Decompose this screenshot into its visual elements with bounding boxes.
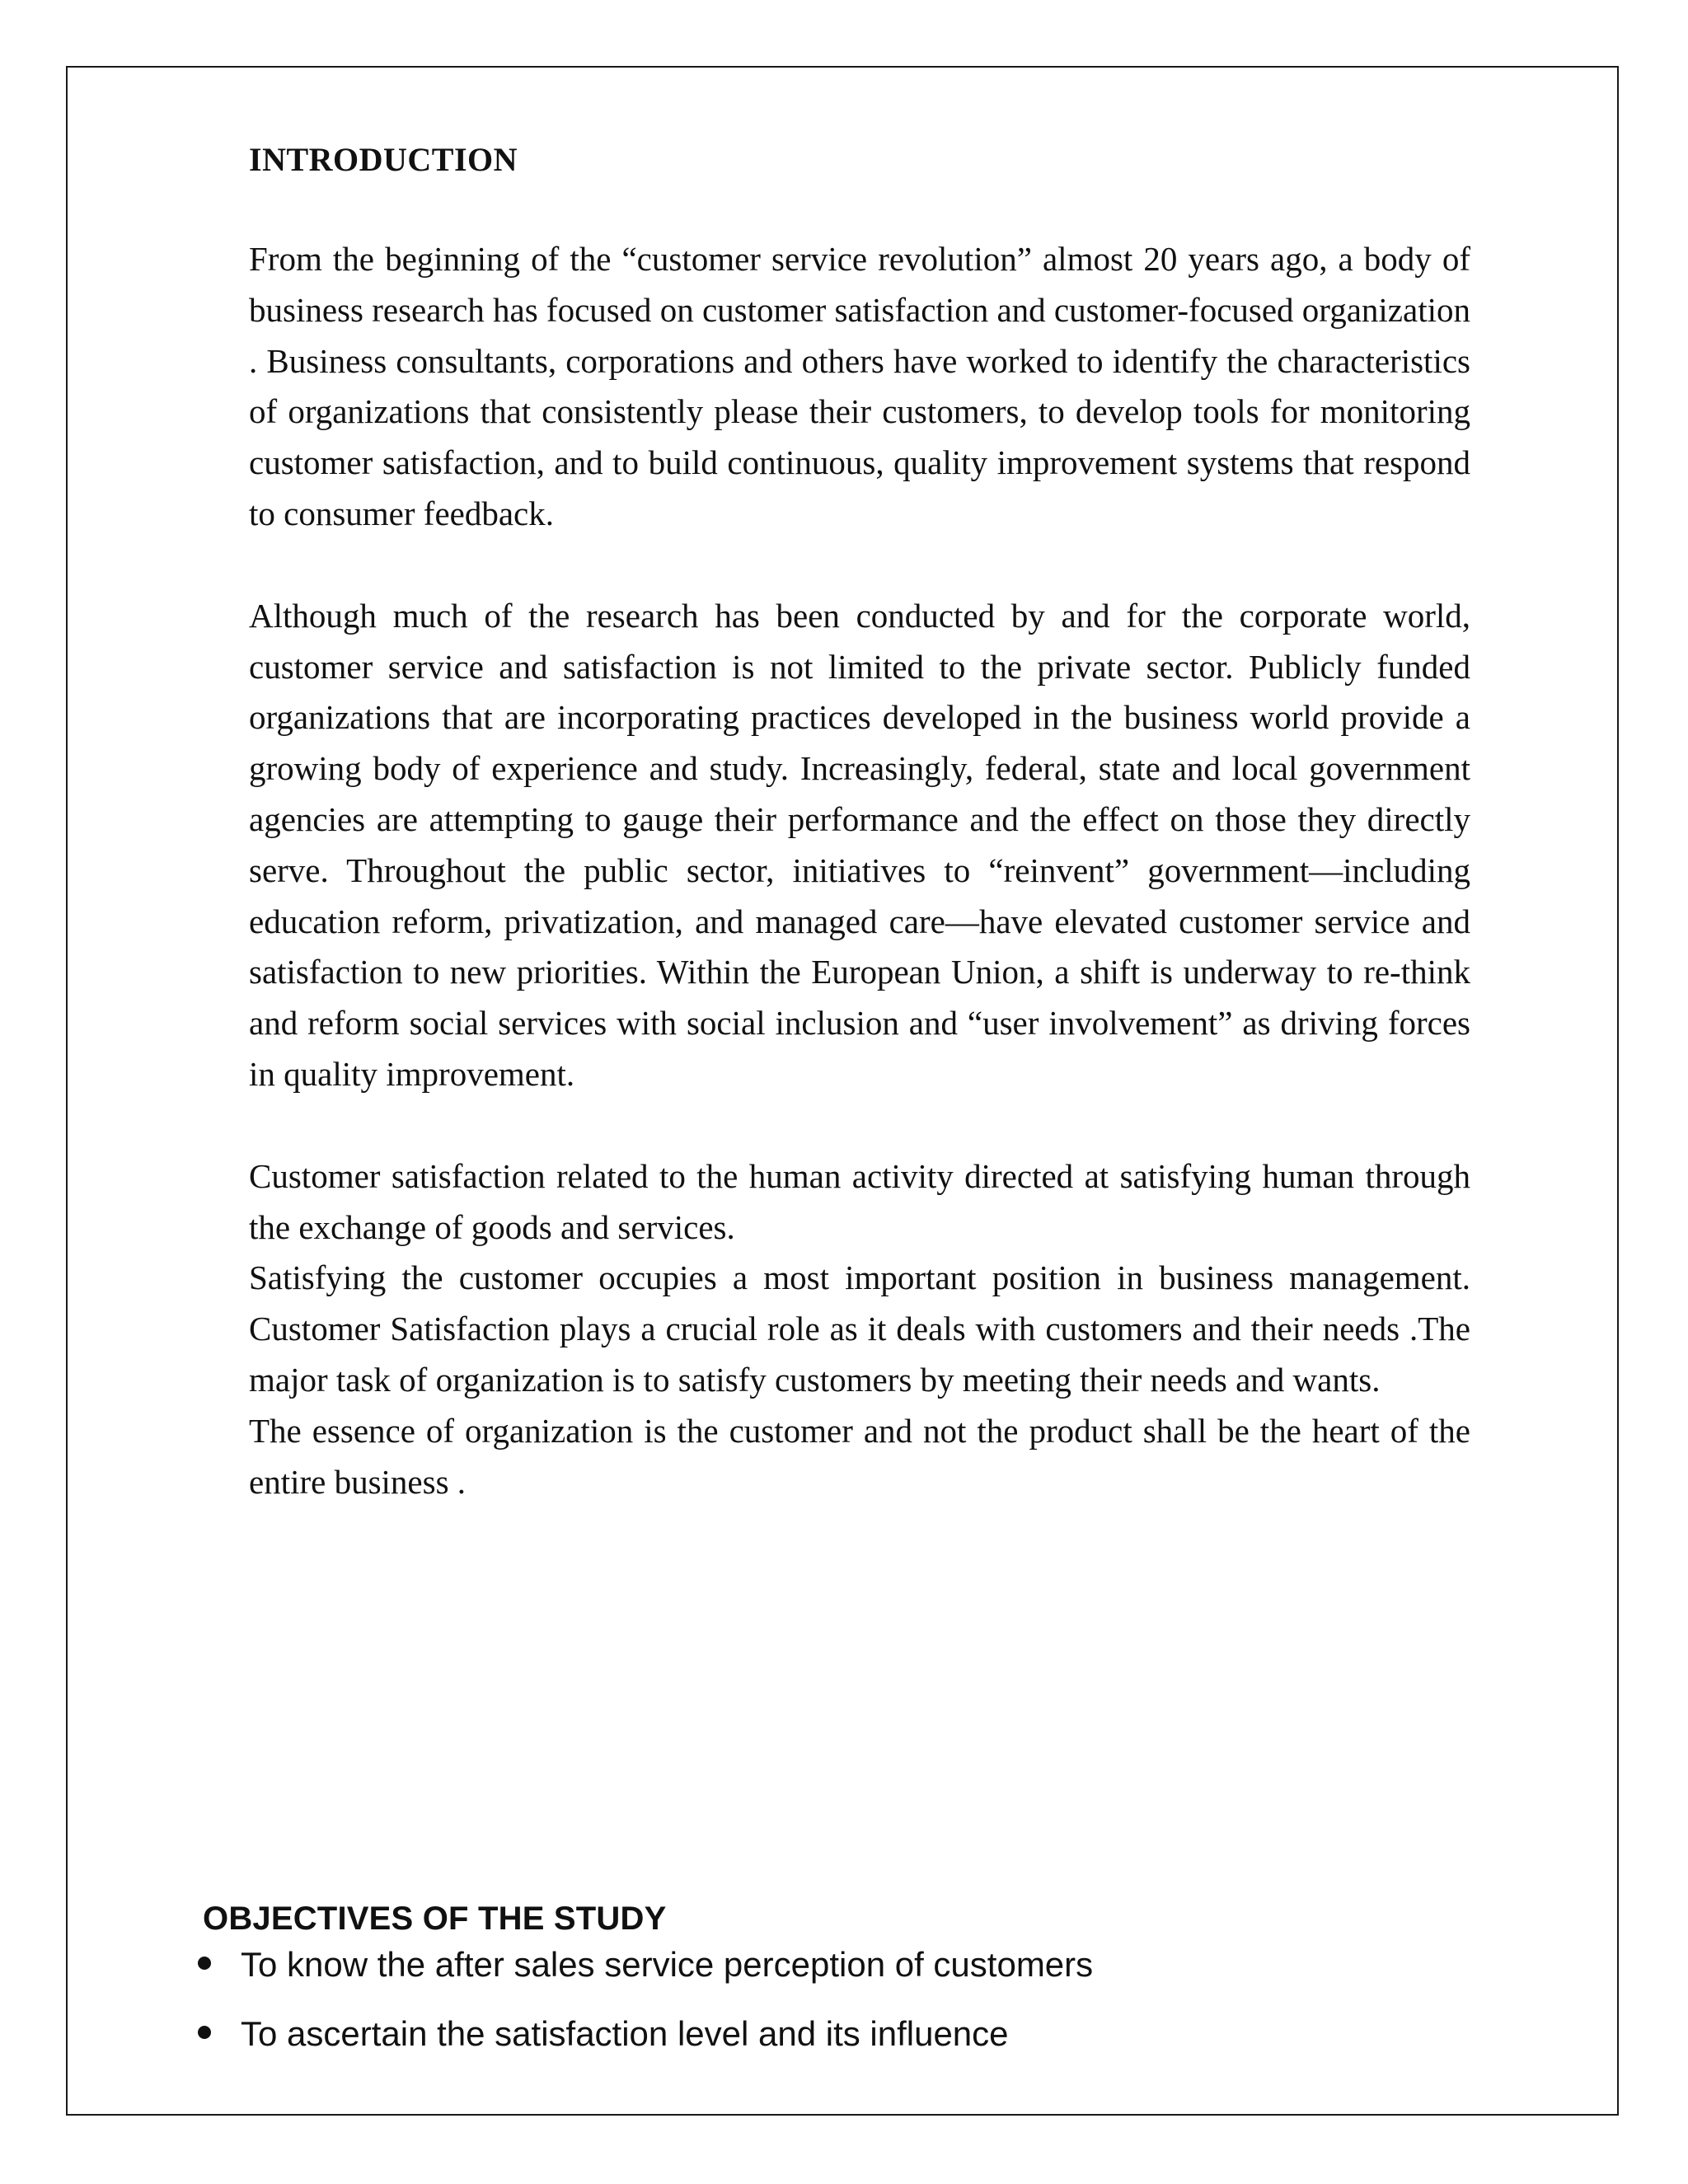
objectives-heading: OBJECTIVES OF THE STUDY	[203, 1900, 667, 1937]
introduction-section	[249, 138, 1470, 1507]
bullet-icon	[198, 1957, 211, 1970]
introduction-paragraph-4: Satisfying the customer occupies a most important position in business management. Customer Satisfaction plays a crucial role as it deals with customers and their needs .The major task of organization is to satisfy customers by meeting their needs and wants.	[249, 1258, 1470, 1399]
objective-text: To know the after sales service perception of customers	[241, 1945, 1094, 1984]
introduction-paragraph-2: Although much of the research has been conducted by and for the corporate world, customer service and satisfaction is not limited to the private sector. Publicly funded organizations that are incorporating practices developed in the business world provide a growing body of experience and study. Increasingly, federal, state and local government agencies are attempting to gauge their performance and the effect on those they directly serve. Throughout the public sector, initiatives to “reinvent” government—including education reform, privatization, and managed care—have elevated customer service and satisfaction to new priorities. Within the European Union, a shift is underway to re-think and reform social services with social inclusion and “user involvement” as driving forces in quality improvement.	[249, 596, 1470, 1093]
introduction-paragraph-3: Customer satisfaction related to the human activity directed at satisfying human through the exchange of goods and services.	[249, 1156, 1470, 1246]
introduction-paragraph-1: From the beginning of the “customer service revolution” almost 20 years ago, a body of business research has focused on customer satisfaction and customer-focused organization . Business consultants, corporations and others have worked to identify the characteristics of organizations that consistently please their customers, to develop tools for monitoring customer satisfaction, and to build continuous, quality improvement systems that respond to consumer feedback.	[249, 240, 1470, 532]
objectives-section	[203, 1896, 1522, 2057]
objective-item	[198, 2011, 1522, 2057]
objective-text: To ascertain the satisfaction level and its influence	[241, 2014, 1009, 2053]
introduction-paragraph-5: The essence of organization is the customer and not the product shall be the heart of the entire business .	[249, 1411, 1470, 1501]
objectives-list	[203, 1942, 1522, 2057]
bullet-icon	[198, 2026, 211, 2039]
objective-item	[198, 1942, 1522, 1988]
introduction-heading: INTRODUCTION	[249, 141, 518, 178]
